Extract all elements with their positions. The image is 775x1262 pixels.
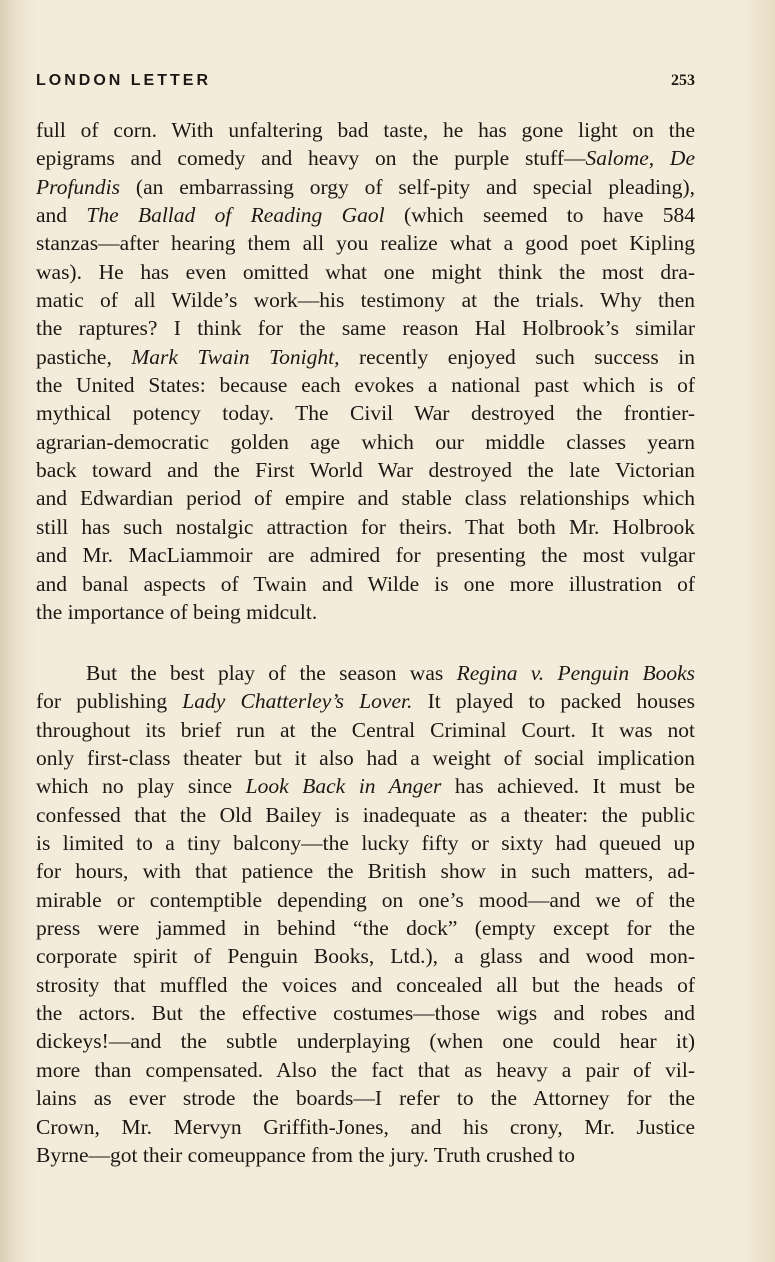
- text-run: mythical potency today. The Civil War destroyed the frontier-: [36, 401, 695, 426]
- page-header: [36, 72, 695, 94]
- text-line: [36, 371, 695, 399]
- text-run: mirable or contemptible depending on one’s mood—and we of the: [36, 887, 695, 912]
- text-run: is limited to a tiny balcony—the lucky fifty or sixty had queued up: [36, 831, 695, 856]
- italic-title: Profundis: [36, 174, 121, 199]
- text-run: (which seemed to have 584: [384, 203, 696, 228]
- text-run: back toward and the First World War destroyed the late Victorian: [36, 458, 695, 483]
- text-line: [36, 1056, 695, 1084]
- text-run: corporate spirit of Penguin Books, Ltd.), a glass and wood mon-: [36, 944, 695, 969]
- text-run: epigrams and comedy and heavy on the purple stuff—: [36, 146, 586, 171]
- text-line: [36, 857, 695, 885]
- text-line: [36, 971, 695, 999]
- text-run: and Mr. MacLiammoir are admired for presenting the most vulgar: [36, 543, 695, 568]
- text-line: [36, 886, 695, 914]
- text-run: still has such nostalgic attraction for theirs. That both Mr. Holbrook: [36, 514, 695, 539]
- text-run: pastiche,: [36, 344, 132, 369]
- text-line: [36, 659, 695, 687]
- italic-title: Salome, De: [585, 146, 695, 171]
- text-run: But the best play of the season was: [86, 661, 457, 685]
- text-line: [36, 570, 695, 598]
- text-line: [36, 999, 695, 1027]
- text-line: [36, 343, 695, 371]
- text-line: [36, 201, 695, 229]
- text-line: [36, 399, 695, 427]
- text-run: strosity that muffled the voices and concealed all but the heads of: [36, 972, 695, 997]
- text-run: recently enjoyed such success in: [339, 344, 695, 369]
- text-line: [36, 428, 695, 456]
- text-line: [36, 942, 695, 970]
- text-line: [36, 1027, 695, 1055]
- text-line: [36, 801, 695, 829]
- italic-title: Look Back in Anger: [245, 774, 442, 799]
- italic-title: Mark Twain Tonight,: [131, 344, 340, 369]
- text-run: and: [36, 203, 87, 228]
- text-line: [36, 144, 695, 172]
- text-run: agrarian-democratic golden age which our middle classes yearn: [36, 429, 695, 454]
- text-run: Byrne—got their comeuppance from the jury. Truth crushed to: [36, 1142, 575, 1167]
- text-run: for hours, with that patience the British show in such matters, ad-: [36, 859, 695, 884]
- text-run: for publishing: [36, 689, 183, 714]
- text-line: [36, 1084, 695, 1112]
- text-run: lains as ever strode the boards—I refer to the Attorney for the: [36, 1086, 695, 1111]
- text-run: It played to packed houses: [412, 689, 695, 714]
- running-head: LONDON LETTER: [36, 72, 211, 89]
- text-line: [36, 286, 695, 314]
- text-run: was). He has even omitted what one might think the most dra-: [36, 259, 695, 284]
- text-line: [36, 1141, 695, 1169]
- text-run: the importance of being midcult.: [36, 599, 318, 624]
- text-line: [36, 687, 695, 715]
- text-run: only first-class theater but it also had a weight of social implication: [36, 746, 695, 771]
- text-run: full of corn. With unfaltering bad taste, he has gone light on the: [36, 118, 695, 142]
- text-run: the raptures? I think for the same reason Hal Holbrook’s similar: [36, 316, 695, 341]
- text-run: Crown, Mr. Mervyn Griffith-Jones, and his crony, Mr. Justice: [36, 1114, 695, 1139]
- text-run: and banal aspects of Twain and Wilde is one more illustration of: [36, 571, 695, 596]
- text-run: has achieved. It must be: [441, 774, 695, 799]
- text-line: [36, 314, 695, 342]
- text-run: confessed that the Old Bailey is inadequate as a theater: the public: [36, 802, 695, 827]
- page-number: 253: [671, 72, 695, 89]
- text-run: matic of all Wilde’s work—his testimony at the trials. Why then: [36, 288, 695, 313]
- text-run: throughout its brief run at the Central Criminal Court. It was not: [36, 717, 695, 742]
- text-run: more than compensated. Also the fact that as heavy a pair of vil-: [36, 1057, 695, 1082]
- text-line: [36, 229, 695, 257]
- text-run: which no play since: [36, 774, 246, 799]
- text-run: and Edwardian period of empire and stable class relationships which: [36, 486, 695, 511]
- text-line: [36, 914, 695, 942]
- text-line: [36, 1113, 695, 1141]
- paragraph-1: [36, 116, 695, 626]
- text-line: [36, 598, 695, 626]
- text-run: stanzas—after hearing them all you realize what a good poet Kipling: [36, 231, 695, 256]
- text-line: [36, 116, 695, 144]
- text-line: [36, 541, 695, 569]
- text-line: [36, 513, 695, 541]
- text-line: [36, 258, 695, 286]
- italic-title: The Ballad of Reading Gaol: [86, 203, 385, 228]
- text-line: [36, 829, 695, 857]
- text-run: the actors. But the effective costumes—those wigs and robes and: [36, 1001, 695, 1026]
- text-line: [36, 772, 695, 800]
- text-line: [36, 173, 695, 201]
- paragraph-2: [36, 659, 695, 1169]
- text-run: press were jammed in behind “the dock” (empty except for the: [36, 916, 695, 941]
- italic-title: Lady Chatterley’s Lover.: [182, 689, 413, 714]
- text-line: [36, 456, 695, 484]
- text-run: dickeys!—and the subtle underplaying (when one could hear it): [36, 1029, 695, 1054]
- text-run: the United States: because each evokes a national past which is of: [36, 373, 695, 398]
- text-run: (an embarrassing orgy of self-pity and special pleading),: [120, 174, 695, 199]
- text-line: [36, 484, 695, 512]
- text-line: [36, 716, 695, 744]
- italic-title: Regina v. Penguin Books: [456, 661, 695, 685]
- text-line: [36, 744, 695, 772]
